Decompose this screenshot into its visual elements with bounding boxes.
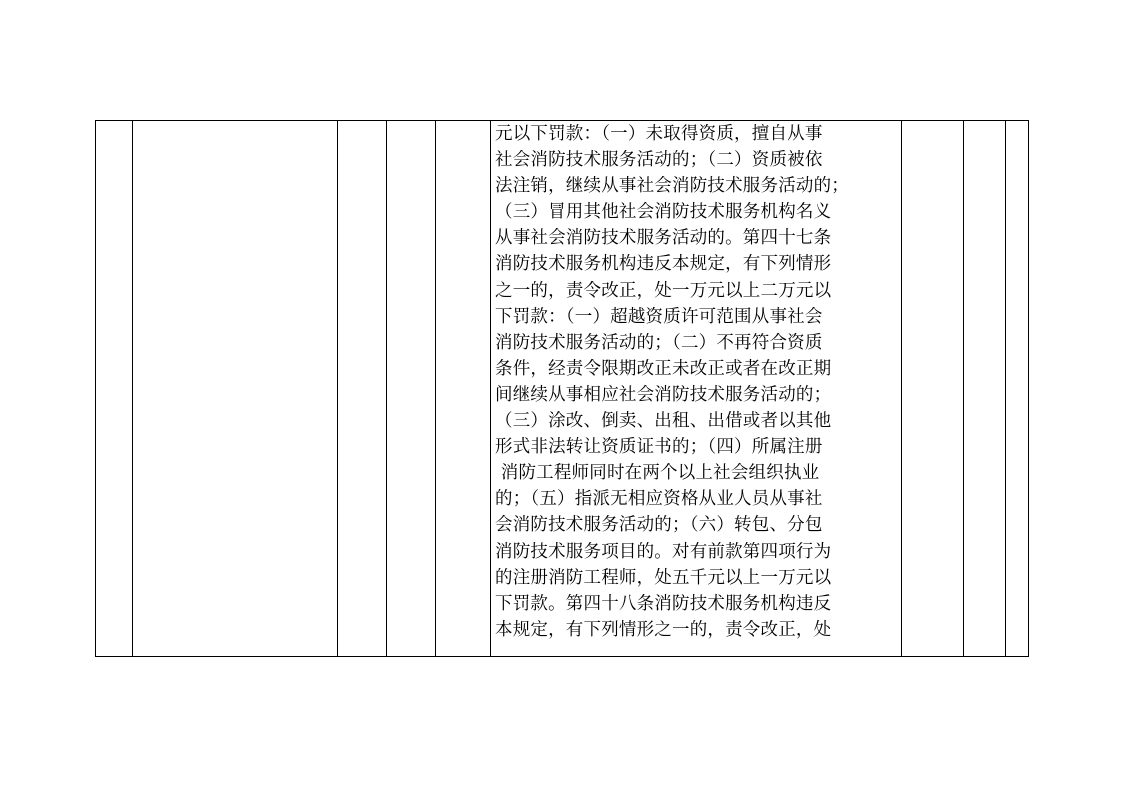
- regulation-table: [95, 120, 1029, 657]
- text-line: 社会消防技术服务活动的；（二）资质被依: [495, 150, 823, 171]
- table-cell-legal-basis: [491, 121, 902, 657]
- text-line: 会消防技术服务活动的；（六）转包、分包: [495, 515, 823, 536]
- text-line: 本规定，有下列情形之一的，责令改正，处: [495, 619, 832, 640]
- text-line: 之一的，责令改正，处一万元以上二万元以: [495, 280, 832, 301]
- text-line: 下罚款。第四十八条消防技术服务机构违反: [495, 593, 832, 614]
- legal-basis-text: [491, 121, 901, 643]
- text-line: 从事社会消防技术服务活动的。第四十七条: [495, 228, 832, 249]
- table-cell-col5: [436, 121, 491, 657]
- table-cell-index: [96, 121, 133, 657]
- table-cell-col8: [964, 121, 1006, 657]
- table-cell-col4: [387, 121, 436, 657]
- table-cell-col3: [338, 121, 387, 657]
- text-line: （三）冒用其他社会消防技术服务机构名义: [495, 202, 832, 223]
- text-line: 条件，经责令限期改正未改正或者在改正期: [495, 358, 832, 379]
- text-line: 消防技术服务机构违反本规定，有下列情形: [495, 254, 832, 275]
- text-line: 的；（五）指派无相应资格从业人员从事社: [495, 489, 823, 510]
- text-line: 消防工程师同时在两个以上社会组织执业: [495, 463, 820, 484]
- text-line: 消防技术服务活动的；（二）不再符合资质: [495, 332, 823, 353]
- text-line: （三）涂改、倒卖、出租、出借或者以其他: [495, 411, 832, 432]
- text-line: 下罚款：（一）超越资质许可范围从事社会: [495, 306, 823, 327]
- text-line: 间继续从事相应社会消防技术服务活动的；: [495, 384, 832, 405]
- table-cell-col9: [1006, 121, 1029, 657]
- text-line: 消防技术服务项目的。对有前款第四项行为: [495, 541, 832, 562]
- text-line: 的注册消防工程师，处五千元以上一万元以: [495, 567, 832, 588]
- text-line: 元以下罚款：（一）未取得资质，擅自从事: [495, 124, 823, 144]
- text-line: 法注销，继续从事社会消防技术服务活动的；: [495, 176, 849, 197]
- table-cell-item: [133, 121, 338, 657]
- table-row: [96, 121, 1029, 657]
- text-line: 形式非法转让资质证书的；（四）所属注册: [495, 437, 823, 458]
- table-cell-col7: [902, 121, 964, 657]
